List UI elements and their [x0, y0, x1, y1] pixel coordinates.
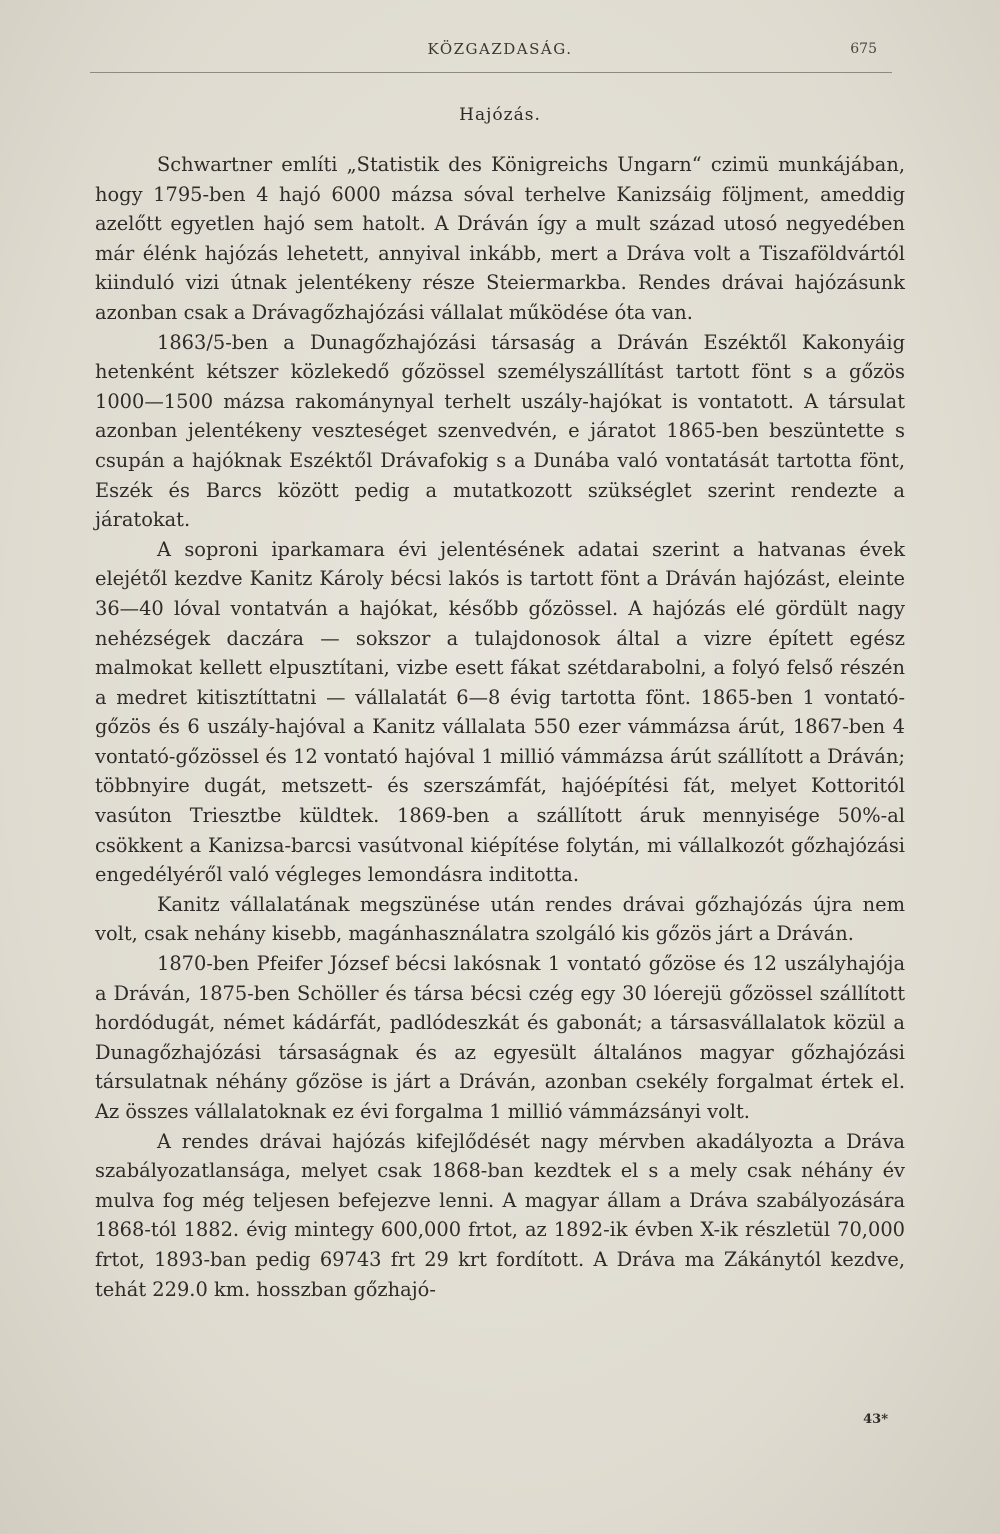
running-head-title: KÖZGAZDASÁG. — [427, 40, 573, 58]
paragraph: 1870-ben Pfeifer József bécsi lakósnak 1 vontató gőzöse és 12 uszályhajója a Dráván, 1875-ben Schöller és társa bécsi czég egy 30 lóerejü gőzössel szállított hordódugát, német kádárfát, padlódeszkát és gabonát; a társasvállalatok közül a Dunagőzhajózási társaságnak és az egyesült általános magyar gőzhajózási társulatnak néhány gőzöse is járt a Dráván, azonban csekély forgalmat értek el. Az összes vállalatoknak ez évi forgalma 1 millió vámmázsányi volt. — [95, 952, 905, 1123]
header-rule — [90, 72, 892, 73]
body-text — [95, 150, 905, 1304]
paragraph: A soproni iparkamara évi jelentésének adatai szerint a hatvanas évek elejétől kezdve Kanitz Károly bécsi lakós is tartott fönt a Dráván hajózást, eleinte 36—40 lóval vontatván a hajókat, később gőzössel. A hajózás elé gördült nagy nehézségek daczára — sokszor a tulajdonosok által a vizre épített egész malmokat kellett elpusztítani, vizbe esett fákat szétdarabolni, a folyó felső részén a medret kitisztíttatni — vállalatát 6—8 évig tartotta fönt. 1865-ben 1 vontató-gőzös és 6 uszály-hajóval a Kanitz vállalata 550 ezer vámmázsa árút, 1867-ben 4 vontató-gőzössel és 12 vontató hajóval 1 millió vámmázsa árút szállított a Dráván; többnyire dugát, metszett- és szerszámfát, hajóépítési fát, melyet Kottoritól vasúton Triesztbe küldtek. 1869-ben a szállított áruk mennyisége 50%-al csökkent a Kanizsa-barcsi vasútvonal kiépítése folytán, mi vállalkozót gőzhajózási engedélyéről való végleges lemondásra inditotta. — [95, 537, 905, 887]
paragraph: 1863/5-ben a Dunagőzhajózási társaság a Dráván Eszéktől Kakonyáig hetenként kétszer közlekedő gőzössel személyszállítást tartott fönt s a gőzös 1000—1500 mázsa rakománynyal terhelt uszály-hajókat is vontatott. A társulat azonban jelentékeny veszteséget szenvedvén, e járatot 1865-ben beszüntette s csupán a hajóknak Eszéktől Drávafokig s a Dunába való vontatását tartotta fönt, Eszék és Barcs között pedig a mutatkozott szükséglet szerint rendezte a járatokat. — [95, 330, 905, 532]
page-number: 675 — [850, 41, 877, 57]
paragraph: A rendes drávai hajózás kifejlődését nagy mérvben akadályozta a Dráva szabályozatlansága, melyet csak 1868-ban kezdtek el s a mely csak néhány év mulva fog még teljesen befejezve lenni. A magyar állam a Dráva szabályozására 1868-tól 1882. évig mintegy 600,000 frtot, az 1892-ik évben X-ik részletül 70,000 frtot, 1893-ban pedig 69743 frt 29 krt fordított. A Dráva ma Zákánytól kezdve, tehát 229.0 km. hosszban gőzhajó- — [95, 1129, 905, 1301]
section-title: Hajózás. — [459, 105, 541, 125]
paragraph: Kanitz vállalatának megszünése után rendes drávai gőzhajózás újra nem volt, csak nehány kisebb, magánhasználatra szolgáló kis gőzös járt a Dráván. — [95, 892, 905, 946]
signature-mark: 43* — [863, 1412, 888, 1427]
paragraph: Schwartner említi „Statistik des Königreichs Ungarn“ czimü munkájában, hogy 1795-ben 4 hajó 6000 mázsa sóval terhelve Kanizsáig följment, ameddig azelőtt egyetlen hajó sem hatolt. A Dráván így a mult század utosó negyedében már élénk hajózás lehetett, annyival inkább, mert a Dráva volt a Tiszaföldvártól kiinduló vizi útnak jelentékeny része Steiermarkba. Rendes drávai hajózásunk azonban csak a Drávagőzhajózási vállalat működése óta van. — [95, 153, 905, 324]
running-head — [0, 40, 1000, 70]
